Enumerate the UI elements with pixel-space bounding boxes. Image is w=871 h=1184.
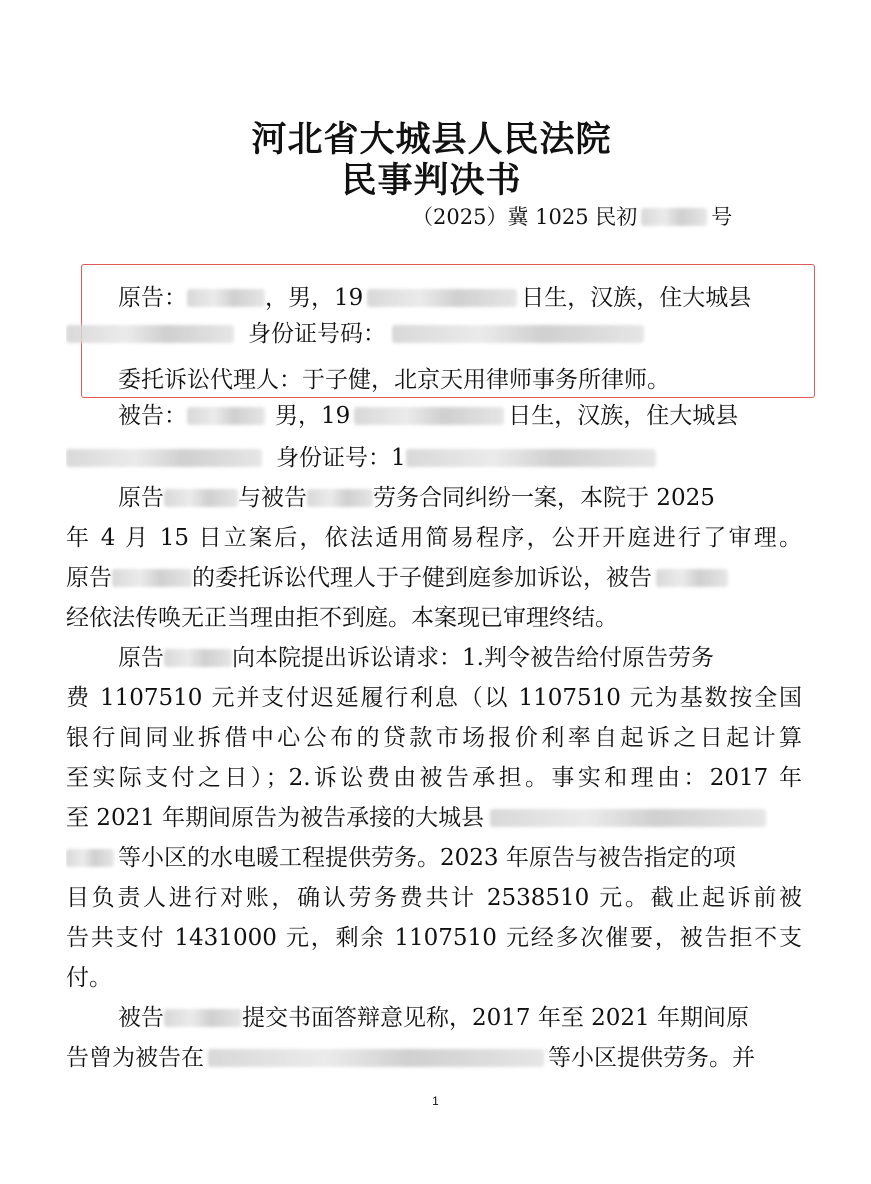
redacted-birthdate (354, 407, 504, 425)
text: 至 2021 年期间原告为被告承接的大城县 (66, 805, 485, 831)
para2-line-9: 付。 (66, 965, 112, 991)
plaintiff-ethnicity-address: 日生，汉族，住大城县 (521, 285, 752, 311)
plaintiff-line-1 (118, 280, 802, 316)
plaintiff-id-label: 身份证号码： (248, 321, 386, 347)
text: 向本院提出诉讼请求：1.判令被告给付原告劳务 (232, 645, 714, 671)
redacted-locations (208, 1049, 544, 1067)
document-type: 民事判决书 (341, 160, 522, 201)
defendant-line-2 (66, 440, 802, 476)
redacted-name (656, 569, 728, 587)
redacted-name (164, 649, 232, 667)
text: 原告 (118, 485, 164, 511)
defendant-label: 被告： (118, 403, 187, 429)
case-number-suffix: 号 (711, 205, 733, 229)
para3-line-1 (118, 1000, 802, 1036)
redacted-location (66, 849, 114, 867)
redacted-case-number (641, 208, 707, 226)
para2-line-6 (66, 840, 802, 876)
plaintiff-line-2 (66, 316, 802, 352)
para1-line-3 (66, 560, 802, 596)
page-number: 1 (432, 1094, 439, 1108)
defendant-gender-birth: 男，19 (275, 403, 351, 429)
text: 被告 (118, 1005, 164, 1031)
redacted-id-number (392, 325, 644, 343)
redacted-name (164, 1009, 242, 1027)
plaintiff-gender-birth: ，男，19 (265, 285, 364, 311)
para3-line-2 (66, 1040, 802, 1076)
para2-line-7: 目负责人进行对账，确认劳务费共计 2538510 元。截止起诉前被 (66, 885, 802, 911)
text: 原告 (118, 645, 164, 671)
redacted-id-number (406, 449, 656, 467)
redacted-address (66, 325, 234, 343)
para1-line-1 (118, 480, 802, 516)
text: 等小区提供劳务。并 (548, 1045, 755, 1071)
para2-line-2: 费 1107510 元并支付迟延履行利息（以 1107510 元为基数按全国 (66, 685, 802, 711)
para2-line-3: 银行间同业拆借中心公布的贷款市场报价利率自起诉之日起计算 (66, 725, 802, 751)
para1-line-2: 年 4 月 15 日立案后，依法适用简易程序，公开开庭进行了审理。 (66, 525, 802, 551)
text: 劳务合同纠纷一案，本院于 2025 (373, 485, 715, 511)
court-name: 河北省大城县人民法院 (251, 119, 612, 160)
para2-line-8: 告共支付 1431000 元，剩余 1107510 元经多次催要，被告拒不支 (66, 925, 802, 951)
redacted-name (112, 569, 192, 587)
redacted-name (164, 489, 238, 507)
text: 与被告 (238, 485, 307, 511)
para2-line-4: 至实际支付之日）；2.诉讼费由被告承担。事实和理由：2017 年 (66, 765, 802, 791)
redacted-name (187, 407, 265, 425)
case-number-prefix: （2025）冀 1025 民初 (412, 205, 638, 229)
case-number (412, 201, 732, 231)
redacted-locations (490, 809, 766, 827)
text: 提交书面答辩意见称，2017 年至 2021 年期间原 (242, 1005, 749, 1031)
para2-line-1 (118, 640, 802, 676)
text: 告曾为被告在 (66, 1045, 204, 1071)
para2-line-5 (66, 800, 802, 836)
agent-line: 委托诉讼代理人：于子健，北京天用律师事务所律师。 (118, 367, 670, 393)
text: 等小区的水电暖工程提供劳务。2023 年原告与被告指定的项 (118, 845, 736, 871)
text: 的委托诉讼代理人于子健到庭参加诉讼，被告 (192, 565, 652, 591)
redacted-birthdate (367, 289, 517, 307)
redacted-name (307, 489, 373, 507)
defendant-line-1 (118, 398, 802, 434)
text: 原告 (66, 565, 112, 591)
redacted-address (66, 449, 262, 467)
plaintiff-label: 原告： (118, 285, 187, 311)
defendant-id-label: 身份证号：1 (276, 445, 406, 471)
redacted-name (187, 289, 265, 307)
para1-line-4: 经依法传唤无正当理由拒不到庭。本案现已审理终结。 (66, 605, 618, 631)
defendant-ethnicity-address: 日生，汉族，住大城县 (508, 403, 739, 429)
